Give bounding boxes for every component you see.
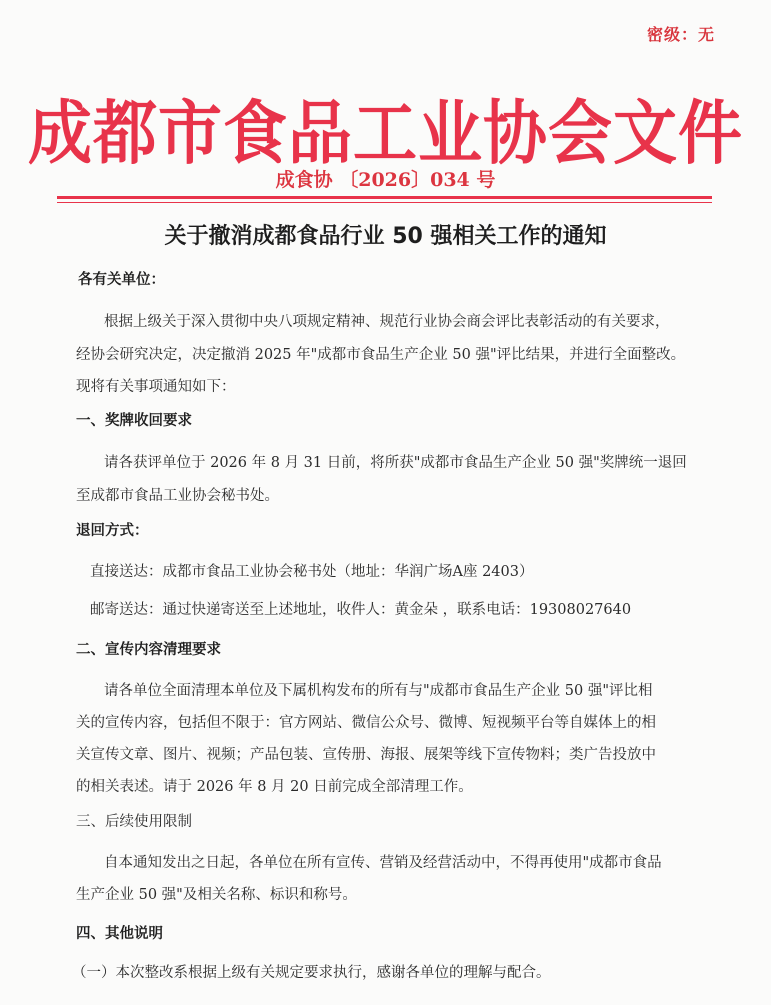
section-1-line-2: 至成都市食品工业协会秘书处。 [76,488,279,504]
section-2-line-3: 关宣传文章、图片、视频；产品包装、宣传册、海报、展架等线下宣传物料；类广告投放中 [76,747,656,763]
secret-level: 密级：无 [646,25,715,44]
section-2-line-1: 请各单位全面清理本单位及下属机构发布的所有与"成都市食品生产企业 50 强"评比相 [104,683,653,699]
red-divider-thin [57,202,712,203]
section-3-line-1: 自本通知发出之日起，各单位在所有宣传、营销及经营活动中，不得再使用"成都市食品 [104,855,662,871]
notice-title: 关于撤消成都食品行业 50 强相关工作的通知 [164,224,607,249]
section-3-heading: 三、后续使用限制 [76,814,192,830]
section-4-item-1: （一）本次整改系根据上级有关规定要求执行，感谢各单位的理解与配合。 [72,965,551,981]
document-number: 成食协 〔2026〕034 号 [275,169,496,191]
masthead-title: 成都市食品工业协会文件 [28,93,743,175]
return-mail: 邮寄送达：通过快递寄送至上述地址，收件人：黄金朵 ，联系电话：19308027640 [90,602,632,618]
intro-line-3: 现将有关事项通知如下： [76,379,236,395]
return-methods-heading: 退回方式： [76,522,149,539]
section-2-line-2: 关的宣传内容，包括但不限于：官方网站、微信公众号、微博、短视频平台等自媒体上的相 [76,715,656,731]
section-3-line-2: 生产企业 50 强"及相关名称、标识和称号。 [76,887,357,903]
section-1-heading: 一、奖牌收回要求 [76,412,192,429]
section-2-heading: 二、宣传内容清理要求 [76,641,221,658]
intro-line-1: 根据上级关于深入贯彻中央八项规定精神、规范行业协会商会评比表彰活动的有关要求， [104,314,670,330]
intro-line-2: 经协会研究决定，决定撤消 2025 年"成都市食品生产企业 50 强"评比结果，并进行全面整改。 [76,347,686,363]
red-divider-thick [57,196,712,199]
section-4-heading: 四、其他说明 [76,925,163,942]
section-1-line-1: 请各获评单位于 2026 年 8 月 31 日前，将所获"成都市食品生产企业 50 强"奖牌统一退回 [104,455,687,471]
section-2-line-4: 的相关表述。请于 2026 年 8 月 20 日前完成全部清理工作。 [76,779,473,795]
return-direct: 直接送达：成都市食品工业协会秘书处（地址：华润广场A座 2403） [90,564,534,580]
salutation: 各有关单位： [78,271,165,288]
